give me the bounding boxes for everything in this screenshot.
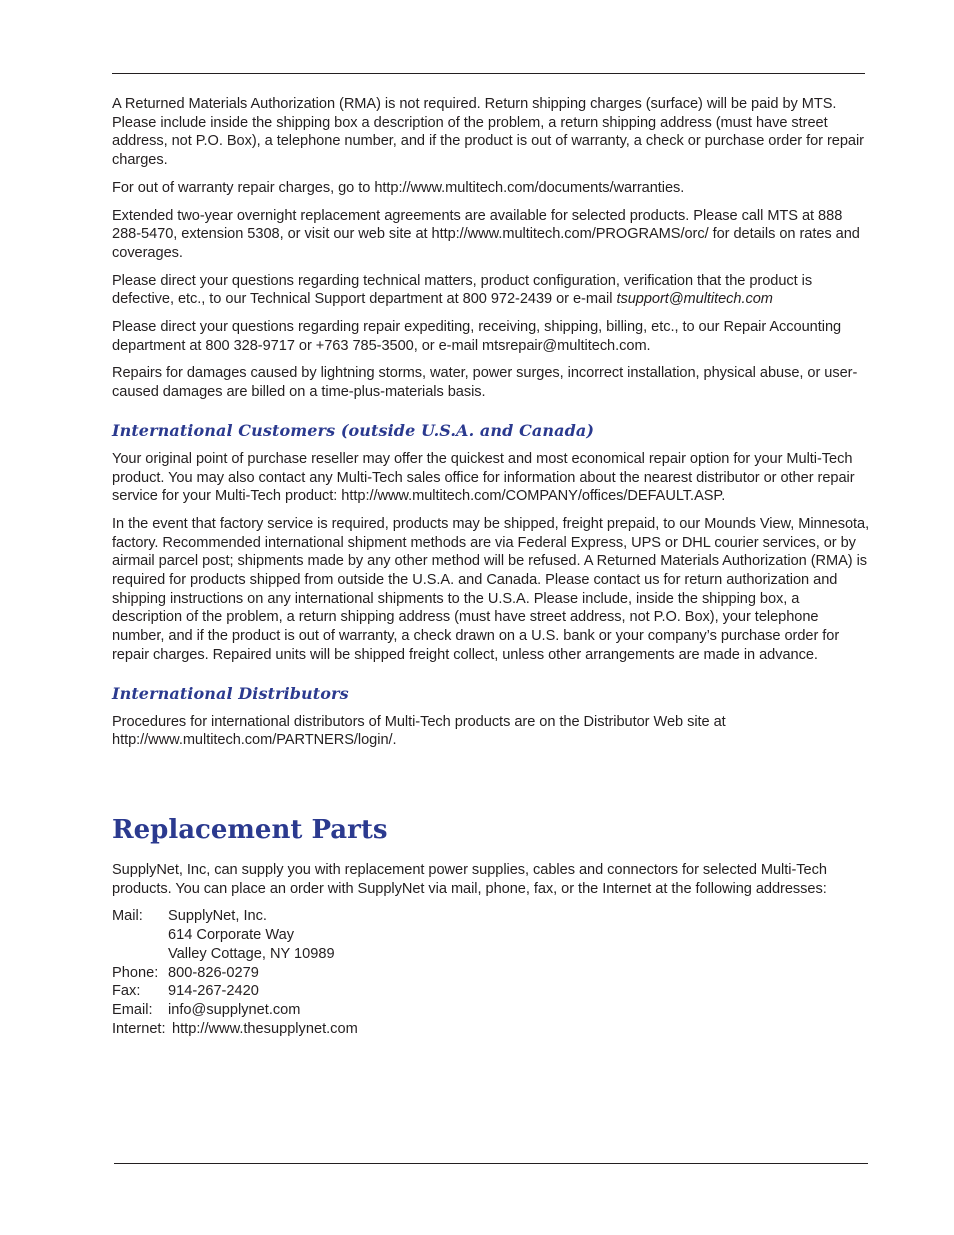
supplynet-intro: SupplyNet, Inc, can supply you with replacement power supplies, cables and connectors for selected Multi-Tech products. You can place an order with SupplyNet via mail, phone, fax, or the Internet at the following addresses: [112, 861, 827, 897]
rma-paragraph: A Returned Materials Authorization (RMA) is not required. Return shipping charges (surface) will be paid by MTS. Please include inside the shipping box a description of the problem, a return shipping address (must have street address, not P.O. Box), a telephone number, and if the product is out of warranty, a check or purchase order for repair charges. [112, 96, 864, 169]
internet-label: Internet: [112, 1020, 166, 1037]
tech-support-paragraph [112, 272, 872, 309]
international-distributors-heading: International Distributors [112, 683, 349, 703]
phone-row [112, 964, 872, 983]
email-label: Email: [112, 1001, 153, 1018]
mail-label: Mail: [112, 908, 143, 925]
email-value: info@supplynet.com [168, 1001, 301, 1018]
fax-row [112, 982, 872, 1001]
factory-service-paragraph: In the event that factory service is required, products may be shipped, freight prepaid, to our Mounds View, Minnesota, factory. Recommended international shipment methods are via Federal Express, UPS or DHL courier services, or by airmail parcel post; shipments made by any other method will be refused. A Returned Materials Authorization (RMA) is required for products shipped from outside the U.S.A. and Canada. Please contact us for return authorization and shipping instructions on any international shipments to the U.S.A. Please include, inside the shipping box, a description of the problem, a return shipping address (must have street address, not P.O. Box), your telephone number, and if the product is out of warranty, a check drawn on a U.S. bank or your company’s purchase order for repair charges. Repaired units will be shipped freight collect, unless other arrangements are made in advance. [112, 515, 870, 663]
tech-support-text: Please direct your questions regarding technical matters, product configuration, verification that the product is defective, etc., to our Technical Support department at 800 972-2439 or e-mail [112, 272, 813, 308]
distributors-paragraph: Procedures for international distributors of Multi-Tech products are on the Distributor Web site at http://www.multitech.com/PARTNERS/login/. [112, 713, 726, 749]
internet-value: http://www.thesupplynet.com [172, 1020, 358, 1037]
tech-support-email: tsupport@multitech.com [616, 291, 773, 308]
header-rule [112, 73, 865, 74]
reseller-paragraph: Your original point of purchase reseller may offer the quickest and most economical repair option for your Multi-Tech product. You may also contact any Multi-Tech sales office for information about the nearest distributor or other repair service for your Multi-Tech product: http://www.multitech.com/COMPANY/offices/DEFAULT.ASP. [112, 450, 855, 505]
email-row [112, 1001, 872, 1020]
mail-line: Valley Cottage, NY 10989 [168, 945, 335, 962]
extended-agreement-paragraph: Extended two-year overnight replacement agreements are available for selected products. Please call MTS at 888 288-5470, extension 5308, or visit our web site at http://www.multitech.com/PROGRAMS/orc/ for details on rates and coverages. [112, 207, 860, 261]
page-content [112, 95, 872, 1038]
damages-paragraph: Repairs for damages caused by lightning storms, water, power surges, incorrect installation, physical abuse, or user-caused damages are billed on a time-plus-materials basis. [112, 365, 858, 401]
phone-label: Phone: [112, 964, 159, 981]
fax-label: Fax: [112, 983, 141, 1000]
phone-value: 800-826-0279 [168, 964, 259, 981]
footer-rule [114, 1163, 868, 1164]
mail-line: 614 Corporate Way [168, 927, 294, 944]
replacement-parts-title: Replacement Parts [112, 814, 388, 845]
mail-line: SupplyNet, Inc. [168, 908, 267, 925]
internet-row [112, 1020, 872, 1039]
contact-addresses [112, 907, 872, 1038]
fax-value: 914-267-2420 [168, 983, 259, 1000]
repair-accounting-paragraph: Please direct your questions regarding repair expediting, receiving, shipping, billing, etc., to our Repair Accounting department at 800 328-9717 or +763 785-3500, or e-mail mtsrepair@multitech.com. [112, 319, 842, 354]
international-customers-heading: International Customers (outside U.S.A. and Canada) [112, 420, 594, 440]
warranty-paragraph: For out of warranty repair charges, go to http://www.multitech.com/documents/warranties. [112, 179, 685, 196]
mail-row [112, 907, 872, 963]
mail-address [168, 907, 872, 963]
